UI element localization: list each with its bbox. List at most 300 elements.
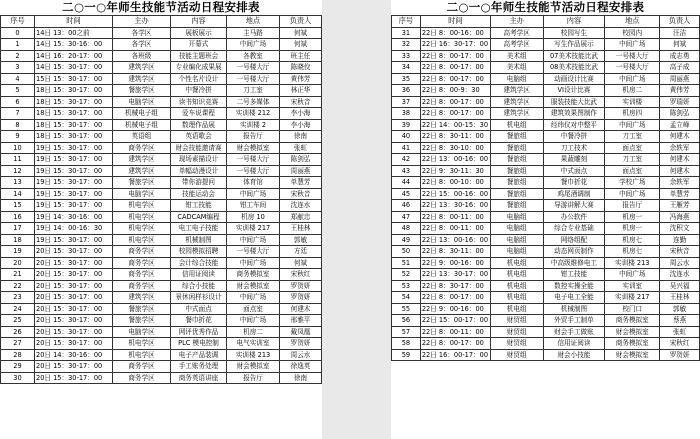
cell-host: 餐旅学区 bbox=[113, 177, 171, 189]
cell-time: 14日 16：20-17：00 bbox=[35, 50, 113, 62]
cell-content: VI设计比赛 bbox=[543, 85, 605, 97]
cell-location: 财会模拟室 bbox=[227, 142, 280, 154]
cell-content: 爱车说课程 bbox=[171, 108, 227, 120]
cell-seq: 32 bbox=[392, 39, 421, 51]
cell-time: 20日 15：30-17：00 bbox=[35, 280, 113, 292]
cell-manager: 张虹 bbox=[660, 326, 700, 338]
table-row bbox=[392, 246, 700, 258]
cell-manager: 连勤 bbox=[660, 234, 700, 246]
cell-location: 机房二 bbox=[227, 326, 280, 338]
header-seq: 序号 bbox=[1, 16, 35, 28]
schedule-table-left bbox=[0, 15, 322, 384]
cell-seq: 22 bbox=[1, 280, 35, 292]
cell-manager: 罗贺妍 bbox=[280, 280, 322, 292]
cell-time: 18日 15：30-17：00 bbox=[35, 85, 113, 97]
cell-location: 机房七 bbox=[605, 246, 660, 258]
cell-seq: 51 bbox=[392, 257, 421, 269]
table-row bbox=[1, 223, 322, 235]
cell-content: 鸡尾酒调制 bbox=[543, 188, 605, 200]
cell-manager: 宋秋红 bbox=[280, 269, 322, 281]
cell-seq: 47 bbox=[392, 211, 421, 223]
cell-seq: 18 bbox=[1, 234, 35, 246]
cell-time: 22日 8：30-11：00 bbox=[420, 131, 490, 143]
header-host: 主办 bbox=[113, 16, 171, 28]
cell-host: 餐旅组 bbox=[490, 142, 543, 154]
cell-seq: 34 bbox=[392, 62, 421, 74]
cell-seq: 3 bbox=[1, 62, 35, 74]
table-row bbox=[392, 119, 700, 131]
cell-manager: 周丽燕 bbox=[660, 73, 700, 85]
header-manager: 负责人 bbox=[660, 16, 700, 28]
cell-manager: 徐南 bbox=[280, 131, 322, 143]
cell-seq: 13 bbox=[1, 177, 35, 189]
cell-seq: 28 bbox=[1, 349, 35, 361]
cell-seq: 21 bbox=[1, 269, 35, 281]
cell-content: 带你游提问 bbox=[171, 177, 227, 189]
cell-location: 实训楼 213 bbox=[605, 257, 660, 269]
cell-content: CADCAM编程 bbox=[171, 211, 227, 223]
cell-host: 机电组 bbox=[490, 269, 543, 281]
cell-manager: 王桂林 bbox=[660, 292, 700, 304]
header-location: 地点 bbox=[227, 16, 280, 28]
cell-seq: 52 bbox=[392, 269, 421, 281]
cell-seq: 15 bbox=[1, 200, 35, 212]
cell-manager: 宋秋红 bbox=[660, 338, 700, 350]
cell-content: 中式面点 bbox=[543, 165, 605, 177]
cell-host: 各学区 bbox=[113, 27, 171, 39]
cell-seq: 19 bbox=[1, 246, 35, 258]
table-row bbox=[1, 73, 322, 85]
cell-seq: 41 bbox=[392, 142, 421, 154]
cell-location: 机房二 bbox=[605, 85, 660, 97]
table-row bbox=[392, 280, 700, 292]
cell-seq: 43 bbox=[392, 165, 421, 177]
table-row bbox=[1, 326, 322, 338]
cell-manager: 余轶军 bbox=[660, 177, 700, 189]
cell-content: 钳工技能 bbox=[543, 269, 605, 281]
cell-seq: 31 bbox=[392, 27, 421, 39]
table-row bbox=[392, 292, 700, 304]
cell-seq: 5 bbox=[1, 85, 35, 97]
cell-content: 服装技能大比武 bbox=[543, 96, 605, 108]
cell-host: 电脑学区 bbox=[113, 96, 171, 108]
cell-location: 中间广场 bbox=[227, 234, 280, 246]
cell-location: 一号楼大厅 bbox=[227, 154, 280, 166]
cell-time: 22日 8：00-17：00 bbox=[420, 292, 490, 304]
table-row bbox=[392, 165, 700, 177]
cell-host: 建筑学区 bbox=[113, 154, 171, 166]
table-row bbox=[392, 349, 700, 361]
cell-time: 14日 15：30-17：00 bbox=[35, 62, 113, 74]
cell-time: 22日 8：00-17：00 bbox=[420, 108, 490, 120]
cell-manager: 罗贺妍 bbox=[280, 292, 322, 304]
header-time: 时间 bbox=[35, 16, 113, 28]
cell-location: 刀工室 bbox=[227, 85, 280, 97]
cell-time: 22日 9：00-16：00 bbox=[420, 303, 490, 315]
cell-location: 中间广场 bbox=[227, 257, 280, 269]
cell-location: 机房一 bbox=[605, 211, 660, 223]
cell-content: 网评优秀作品 bbox=[171, 326, 227, 338]
cell-content: 办公软件 bbox=[543, 211, 605, 223]
cell-host: 财贸组 bbox=[490, 349, 543, 361]
cell-time: 19日 14：30-16：00 bbox=[35, 211, 113, 223]
table-row bbox=[1, 188, 322, 200]
table-row bbox=[1, 177, 322, 189]
cell-content: 果蔬雕刻 bbox=[543, 154, 605, 166]
cell-content: 数理作品展 bbox=[171, 119, 227, 131]
cell-content: 现场素描设计 bbox=[171, 154, 227, 166]
cell-content: 商务英语讲座 bbox=[171, 372, 227, 384]
cell-host: 财贸组 bbox=[490, 326, 543, 338]
cell-manager: 陈晓佼 bbox=[280, 62, 322, 74]
cell-host: 电脑组 bbox=[490, 73, 543, 85]
cell-seq: 8 bbox=[1, 119, 35, 131]
cell-seq: 9 bbox=[1, 131, 35, 143]
cell-content: 英语歌会 bbox=[171, 131, 227, 143]
table-row bbox=[1, 303, 322, 315]
cell-time: 22日 8：30-11：00 bbox=[420, 246, 490, 258]
table-row bbox=[1, 142, 322, 154]
cell-time: 22日 9：30-11：30 bbox=[420, 165, 490, 177]
cell-manager: 何建木 bbox=[660, 165, 700, 177]
table-row bbox=[1, 257, 322, 269]
cell-manager: 何建木 bbox=[280, 303, 322, 315]
cell-location: 一号楼大厅 bbox=[605, 62, 660, 74]
cell-content: 数控实操全能 bbox=[543, 280, 605, 292]
cell-time: 18日 15：30-17：00 bbox=[35, 131, 113, 143]
cell-host: 商务学区 bbox=[113, 257, 171, 269]
cell-location: 机房 10 bbox=[227, 211, 280, 223]
cell-location: 商务模拟室 bbox=[605, 338, 660, 350]
cell-host: 电脑组 bbox=[490, 234, 543, 246]
cell-content: 机械制图 bbox=[171, 234, 227, 246]
table-row bbox=[392, 142, 700, 154]
cell-seq: 55 bbox=[392, 303, 421, 315]
cell-time: 15日 15：30-17：00 bbox=[35, 73, 113, 85]
cell-content: 电子产品装调 bbox=[171, 349, 227, 361]
cell-location: 各教室 bbox=[227, 50, 280, 62]
cell-host: 美术组 bbox=[490, 50, 543, 62]
table-row bbox=[392, 211, 700, 223]
cell-seq: 53 bbox=[392, 280, 421, 292]
cell-host: 餐旅组 bbox=[490, 165, 543, 177]
cell-manager: 宋秋音 bbox=[280, 96, 322, 108]
table-row bbox=[392, 200, 700, 212]
table-row bbox=[392, 27, 700, 39]
cell-seq: 33 bbox=[392, 50, 421, 62]
cell-content: 财会小技能 bbox=[543, 349, 605, 361]
cell-seq: 44 bbox=[392, 177, 421, 189]
cell-host: 餐旅学区 bbox=[113, 85, 171, 97]
cell-time: 19日 15：30-17：00 bbox=[35, 154, 113, 166]
cell-time: 22日 8：00-17：00 bbox=[420, 62, 490, 74]
cell-time: 22日 16：30-17：00 bbox=[420, 39, 490, 51]
cell-host: 建筑学区 bbox=[490, 108, 543, 120]
cell-seq: 42 bbox=[392, 154, 421, 166]
cell-content: 信用证阅读 bbox=[171, 269, 227, 281]
cell-location: 中间广场 bbox=[227, 292, 280, 304]
cell-time: 18日 15：30-17：00 bbox=[35, 119, 113, 131]
table-row bbox=[1, 154, 322, 166]
cell-location: 财会模拟室 bbox=[605, 349, 660, 361]
cell-seq: 29 bbox=[1, 361, 35, 373]
cell-content: 电工电子技能 bbox=[171, 223, 227, 235]
cell-host: 电脑组 bbox=[490, 223, 543, 235]
cell-seq: 12 bbox=[1, 165, 35, 177]
cell-manager: 沈积文 bbox=[660, 223, 700, 235]
header-host: 主办 bbox=[490, 16, 543, 28]
cell-location: 中间广场 bbox=[227, 188, 280, 200]
cell-time: 22日 8：00-11：00 bbox=[420, 326, 490, 338]
cell-location: 刀工室 bbox=[605, 154, 660, 166]
cell-location: 中间广场 bbox=[605, 119, 660, 131]
cell-location: 实训室 bbox=[605, 280, 660, 292]
table-row bbox=[1, 292, 322, 304]
cell-manager: 陈剑弘 bbox=[660, 108, 700, 120]
cell-content: 读书知识竞赛 bbox=[171, 96, 227, 108]
cell-seq: 46 bbox=[392, 200, 421, 212]
cell-time: 22日 8：00-10：00 bbox=[420, 177, 490, 189]
table-row bbox=[392, 269, 700, 281]
cell-manager: 何斌 bbox=[660, 39, 700, 51]
cell-location: 一号楼大厅 bbox=[227, 73, 280, 85]
cell-manager: 高子成 bbox=[660, 62, 700, 74]
cell-content: 餐巾折花 bbox=[171, 315, 227, 327]
cell-host: 商务学区 bbox=[113, 280, 171, 292]
cell-time: 22日 16：00-17：00 bbox=[420, 349, 490, 361]
cell-seq: 58 bbox=[392, 338, 421, 350]
cell-seq: 2 bbox=[1, 50, 35, 62]
cell-seq: 48 bbox=[392, 223, 421, 235]
table-row bbox=[392, 62, 700, 74]
cell-seq: 25 bbox=[1, 315, 35, 327]
cell-host: 商务学区 bbox=[113, 142, 171, 154]
cell-content: 外贸手工制单 bbox=[543, 315, 605, 327]
cell-manager: 戴凤凰 bbox=[280, 326, 322, 338]
cell-time: 19日 15：30-17：00 bbox=[35, 200, 113, 212]
table-row bbox=[392, 188, 700, 200]
cell-seq: 36 bbox=[392, 85, 421, 97]
cell-host: 机电学区 bbox=[113, 349, 171, 361]
cell-location: 一号楼大厅 bbox=[227, 62, 280, 74]
cell-manager: 单慧芳 bbox=[660, 188, 700, 200]
cell-manager: 宋秋音 bbox=[660, 246, 700, 258]
table-row bbox=[1, 165, 322, 177]
cell-host: 建筑学区 bbox=[490, 96, 543, 108]
cell-content: 动画设计比赛 bbox=[543, 73, 605, 85]
cell-manager: 宋秋音 bbox=[280, 188, 322, 200]
cell-seq: 0 bbox=[1, 27, 35, 39]
table-row bbox=[1, 246, 322, 258]
cell-content: 会计综合技能 bbox=[171, 257, 227, 269]
cell-seq: 54 bbox=[392, 292, 421, 304]
cell-host: 电脑学区 bbox=[113, 188, 171, 200]
cell-content: 07美术技能比武 bbox=[543, 50, 605, 62]
cell-location: 校园内 bbox=[605, 27, 660, 39]
cell-manager: 孟立峰 bbox=[660, 119, 700, 131]
cell-manager: 郭敏 bbox=[660, 303, 700, 315]
cell-host: 建筑学区 bbox=[113, 73, 171, 85]
cell-manager: 周云水 bbox=[660, 257, 700, 269]
table-row bbox=[1, 85, 322, 97]
cell-time: 20日 15：30-17：00 bbox=[35, 257, 113, 269]
cell-manager: 郭敏 bbox=[280, 234, 322, 246]
cell-time: 18日 15：30-17：00 bbox=[35, 108, 113, 120]
table-row bbox=[1, 315, 322, 327]
header-time: 时间 bbox=[420, 16, 490, 28]
cell-seq: 6 bbox=[1, 96, 35, 108]
cell-location: 中间广场 bbox=[605, 188, 660, 200]
table-row bbox=[1, 50, 322, 62]
cell-seq: 35 bbox=[392, 73, 421, 85]
schedule-table-right bbox=[391, 15, 700, 361]
table-row bbox=[392, 131, 700, 143]
cell-host: 机电组 bbox=[490, 303, 543, 315]
cell-time: 20日 15：30-17：00 bbox=[35, 372, 113, 384]
cell-content: 刀工技术 bbox=[543, 142, 605, 154]
cell-time: 22日 13：00-16：00 bbox=[420, 234, 490, 246]
cell-time: 19日 15：30-17：00 bbox=[35, 234, 113, 246]
cell-time: 22日 8：00-11：00 bbox=[420, 223, 490, 235]
cell-host: 餐旅学区 bbox=[113, 315, 171, 327]
cell-location: 报告厅 bbox=[227, 131, 280, 143]
cell-seq: 38 bbox=[392, 108, 421, 120]
cell-host: 英语组 bbox=[113, 131, 171, 143]
cell-host: 机电学区 bbox=[113, 200, 171, 212]
cell-location: 面点室 bbox=[605, 165, 660, 177]
cell-manager: 徐南 bbox=[280, 372, 322, 384]
cell-host: 财贸组 bbox=[490, 315, 543, 327]
cell-host: 机电学区 bbox=[113, 223, 171, 235]
cell-host: 机电学区 bbox=[113, 338, 171, 350]
cell-location: 中间广场 bbox=[605, 39, 660, 51]
cell-location: 电气实训室 bbox=[227, 338, 280, 350]
cell-content: 专业编化成果展 bbox=[171, 62, 227, 74]
table-row bbox=[392, 39, 700, 51]
table-row bbox=[1, 200, 322, 212]
cell-location: 中间广场 bbox=[605, 269, 660, 281]
cell-time: 14日 15：30-16：00 bbox=[35, 39, 113, 51]
cell-location: 二号多媒体 bbox=[227, 96, 280, 108]
cell-location: 实训楼 bbox=[605, 96, 660, 108]
table-row bbox=[1, 62, 322, 74]
cell-manager: 邢雅平 bbox=[280, 315, 322, 327]
cell-time: 22日 14：00-15：30 bbox=[420, 119, 490, 131]
cell-manager: 罗贺妍 bbox=[660, 349, 700, 361]
cell-content: 展板展示 bbox=[171, 27, 227, 39]
cell-host: 电脑组 bbox=[490, 211, 543, 223]
cell-host: 建筑学区 bbox=[113, 292, 171, 304]
cell-seq: 10 bbox=[1, 142, 35, 154]
cell-manager: 班主任 bbox=[280, 50, 322, 62]
cell-host: 商务学区 bbox=[113, 361, 171, 373]
cell-location: 实训楼 212 bbox=[227, 108, 280, 120]
cell-location: 财会模拟室 bbox=[227, 361, 280, 373]
table-row bbox=[392, 315, 700, 327]
cell-seq: 30 bbox=[1, 372, 35, 384]
table-row bbox=[392, 257, 700, 269]
cell-content: 综合专业基础 bbox=[543, 223, 605, 235]
header-content: 内容 bbox=[543, 16, 605, 28]
cell-seq: 40 bbox=[392, 131, 421, 143]
cell-manager: 李小海 bbox=[280, 119, 322, 131]
table-row bbox=[392, 177, 700, 189]
table-row bbox=[1, 338, 322, 350]
cell-location: 实训楼 217 bbox=[227, 223, 280, 235]
cell-host: 机电组 bbox=[490, 292, 543, 304]
cell-time: 20日 15：30-17：00 bbox=[35, 338, 113, 350]
cell-location: 机房七 bbox=[605, 234, 660, 246]
cell-content: 网络组配 bbox=[543, 234, 605, 246]
cell-location: 面点室 bbox=[227, 303, 280, 315]
cell-location: 一号楼大厅 bbox=[227, 165, 280, 177]
table-row bbox=[392, 96, 700, 108]
cell-time: 22日 9：00-16：00 bbox=[420, 257, 490, 269]
cell-manager: 余轶军 bbox=[660, 142, 700, 154]
cell-location: 商务模拟室 bbox=[227, 269, 280, 281]
table-row bbox=[1, 372, 322, 384]
cell-host: 商务学区 bbox=[113, 246, 171, 258]
header-seq: 序号 bbox=[392, 16, 421, 28]
cell-manager: 何斌 bbox=[280, 27, 322, 39]
cell-location: 财会模拟室 bbox=[227, 280, 280, 292]
cell-location: 面点室 bbox=[605, 142, 660, 154]
cell-time: 22日 8：30-10：00 bbox=[420, 142, 490, 154]
cell-time: 22日 13：00-16：00 bbox=[420, 154, 490, 166]
cell-location: 报告厅 bbox=[227, 372, 280, 384]
cell-time: 22日 15：00-17：00 bbox=[420, 315, 490, 327]
cell-location: 刀工室 bbox=[605, 131, 660, 143]
cell-host: 餐旅组 bbox=[490, 177, 543, 189]
cell-manager: 李小海 bbox=[280, 108, 322, 120]
cell-content: 中餐冷拼 bbox=[171, 85, 227, 97]
table-row bbox=[392, 234, 700, 246]
table-row bbox=[1, 119, 322, 131]
cell-host: 商务学区 bbox=[113, 269, 171, 281]
cell-content: 技能主题班会 bbox=[171, 50, 227, 62]
cell-manager: 张虹 bbox=[280, 142, 322, 154]
table-row bbox=[392, 50, 700, 62]
table-row bbox=[1, 234, 322, 246]
table-row bbox=[1, 27, 322, 39]
cell-manager: 何斌 bbox=[280, 39, 322, 51]
cell-seq: 14 bbox=[1, 188, 35, 200]
cell-time: 22日 8：00-16：00 bbox=[420, 27, 490, 39]
cell-time: 19日 15：30-17：00 bbox=[35, 177, 113, 189]
cell-host: 各班级 bbox=[113, 50, 171, 62]
cell-content: 中餐冷拼 bbox=[543, 131, 605, 143]
table-row bbox=[1, 39, 322, 51]
table-row bbox=[392, 338, 700, 350]
cell-time: 22日 8：00-17：00 bbox=[420, 73, 490, 85]
cell-location: 中间广场 bbox=[605, 73, 660, 85]
cell-time: 20日 14：30-16：00 bbox=[35, 349, 113, 361]
cell-time: 19日 14：00-16：30 bbox=[35, 223, 113, 235]
cell-location: 一号楼大厅 bbox=[605, 50, 660, 62]
schedule-page-left bbox=[0, 0, 322, 439]
cell-content: 个性名片设计 bbox=[171, 73, 227, 85]
cell-content: 单幅动漫设计 bbox=[171, 165, 227, 177]
table-row bbox=[1, 108, 322, 120]
cell-content: PLC 模电控制 bbox=[171, 338, 227, 350]
header-location: 地点 bbox=[605, 16, 660, 28]
table-row bbox=[392, 326, 700, 338]
header-row bbox=[392, 16, 700, 28]
cell-time: 22日 8：00-11：00 bbox=[420, 211, 490, 223]
cell-content: 机械制图 bbox=[543, 303, 605, 315]
cell-host: 机电组 bbox=[490, 119, 543, 131]
cell-manager: 何建木 bbox=[660, 131, 700, 143]
